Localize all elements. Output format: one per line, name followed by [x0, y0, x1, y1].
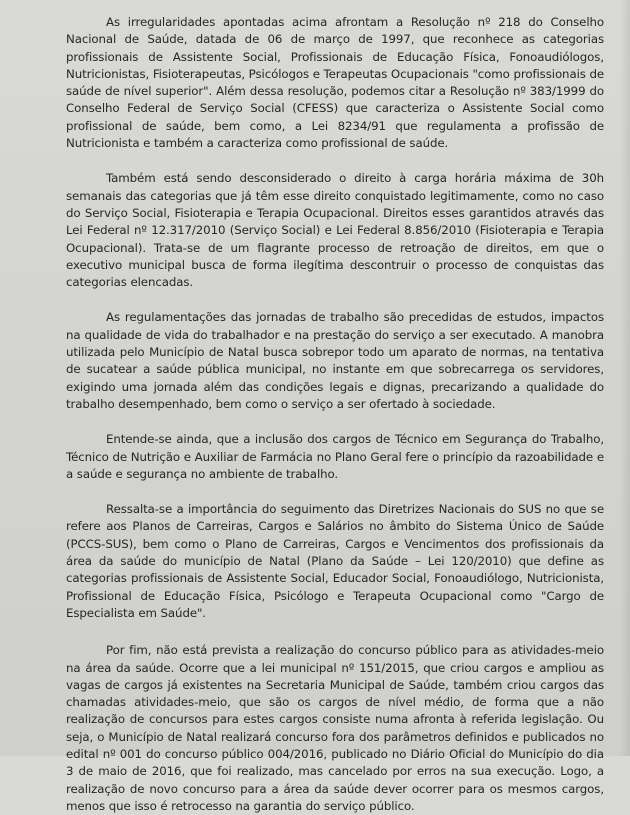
paragraph-diretrizes-sus: Ressalta-se a importância do seguimento das Diretrizes Nacionais do SUS no que se refere aos Planos de Carreiras, Cargos e Salários no âmbito do Sistema Único de Saúde (PCCS-SUS), bem como o Plano de Carreiras, Cargos e Vencimentos dos profissionais da área da saúde do município de Natal (Plano da Saúde – Lei 120/2010) que define as categorias profissionais de Assistente Social, Educador Social, Fonoaudiólogo, Nutricionista, Profissional de Educação Física, Psicólogo e Terapeuta Ocupacional como "Cargo de Especialista em Saúde".	[66, 502, 604, 620]
paragraph-spacer	[66, 622, 604, 642]
paragraph-spacer	[66, 291, 604, 309]
paragraph-concurso-publico: Por fim, não está prevista a realização do concurso público para as atividades-meio na área da saúde. Ocorre que a lei municipal nº 151/2015, que criou cargos e ampliou as vagas de cargos já existentes na Secretaria Municipal de Saúde, também criou cargos das chamadas atividades-meio, que são os cargos de nível médio, de forma que a não realização de concursos para estes cargos consiste numa afronta à referida legislação. Ou seja, o Município de Natal realizará concurso fora dos parâmetros definidos e publicados no edital nº 001 do concurso público 004/2016, publicado no Diário Oficial do Município do dia 3 de maio de 2016, que foi realizado, mas cancelado por erros na sua execução. Logo, a realização de novo concurso para a área da saúde dever ocorrer para os mesmos cargos, menos que isso é retrocesso na garantia do serviço público.	[66, 643, 604, 813]
paragraph-inclusao-cargos: Entende-se ainda, que a inclusão dos cargos de Técnico em Segurança do Trabalho, Técnico de Nutrição e Auxiliar de Farmácia no Plano Geral fere o princípio da razoabilidade e a saúde e segurança no ambiente de trabalho.	[66, 432, 604, 481]
paragraph-spacer	[66, 483, 604, 501]
paragraph-regulamentacoes: As regulamentações das jornadas de trabalho são precedidas de estudos, impactos na qualidade de vida do trabalhador e na prestação do serviço a ser executado. A manobra utilizada pelo Município de Natal busca sobrepor todo um aparato de normas, na tentativa de sucatear a saúde pública municipal, no instante em que sobrecarrega os servidores, exigindo uma jornada além das condições legais e dignas, precarizando a qualidade do trabalho desempenhado, bem como o serviço a ser ofertado à sociedade.	[66, 310, 604, 411]
page-edge-shadow	[620, 0, 630, 756]
paragraph-spacer	[66, 413, 604, 431]
paragraph-spacer	[66, 152, 604, 170]
paragraph-resolucao-218: As irregularidades apontadas acima afrontam a Resolução nº 218 do Conselho Nacional de Saúde, datada de 06 de março de 1997, que reconhece as categorias profissionais de Assistente Social, Profissionais de Educação Física, Fonoaudiólogos, Nutricionistas, Fisioterapeutas, Psicólogos e Terapeutas Ocupacionais "como profissionais de saúde de nível superior". Além dessa resolução, podemos citar a Resolução nº 383/1999 do Conselho Federal de Serviço Social (CFESS) que caracteriza o Assistente Social como profissional de saúde, bem como, a Lei 8234/91 que regulamenta a profissão de Nutricionista e também a caracteriza como profissional de saúde.	[66, 15, 604, 151]
paragraph-carga-horaria: Também está sendo desconsiderado o direito à carga horária máxima de 30h semanais das categorias que já têm esse direito conquistado legitimamente, como no caso do Serviço Social, Fisioterapia e Terapia Ocupacional. Direitos esses garantidos através das Lei Federal nº 12.317/2010 (Serviço Social) e Lei Federal 8.856/2010 (Fisioterapia e Terapia Ocupacional). Trata-se de um flagrante processo de retroação de direitos, em que o executivo municipal busca de forma ilegítima descontruir o processo de conquistas das categorias elencadas.	[66, 171, 604, 290]
